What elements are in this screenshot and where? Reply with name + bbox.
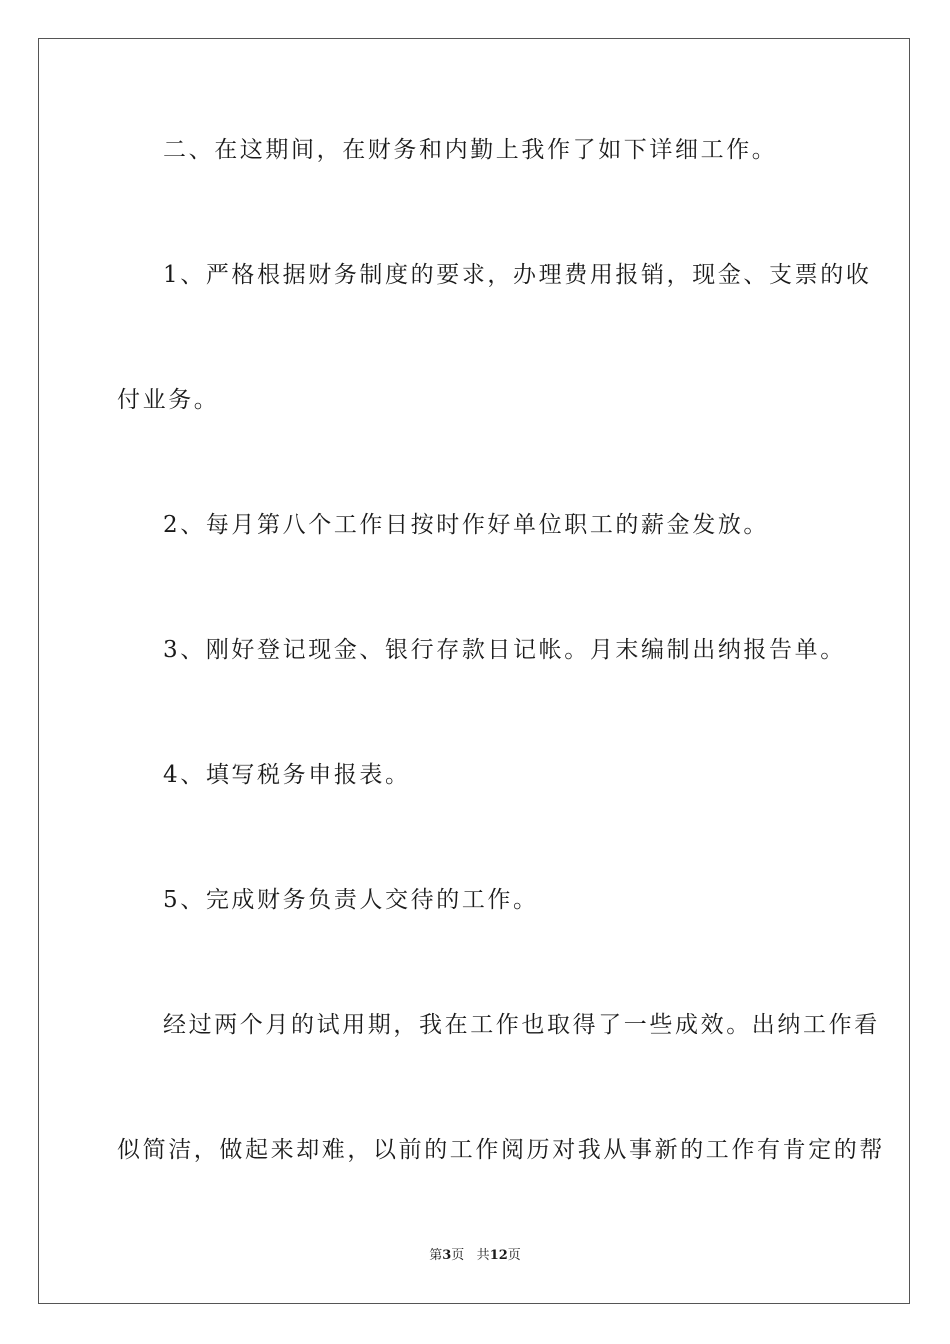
paragraph-line-2: 似简洁，做起来却难，以前的工作阅历对我从事新的工作有肯定的帮 bbox=[117, 1137, 885, 1163]
total-label-suffix: 页 bbox=[507, 1248, 521, 1263]
page-number: 3 bbox=[442, 1248, 452, 1263]
list-item-2: 2、每月第八个工作日按时作好单位职工的薪金发放。 bbox=[163, 512, 770, 538]
paragraph-line-1: 经过两个月的试用期，我在工作也取得了一些成效。出纳工作看 bbox=[163, 1012, 880, 1038]
page-border bbox=[38, 38, 910, 1304]
section-heading-line: 二、在这期间，在财务和内勤上我作了如下详细工作。 bbox=[163, 137, 778, 163]
page-label-prefix: 第 bbox=[429, 1248, 443, 1263]
page-footer bbox=[0, 1247, 950, 1265]
list-item-4: 4、填写税务申报表。 bbox=[163, 762, 411, 788]
page-label-suffix: 页 bbox=[451, 1248, 465, 1263]
total-pages: 12 bbox=[489, 1248, 508, 1263]
total-label-prefix: 共 bbox=[476, 1248, 490, 1263]
list-item-1-line-2: 付业务。 bbox=[117, 387, 220, 413]
list-item-1-line-1: 1、严格根据财务制度的要求，办理费用报销，现金、支票的收 bbox=[163, 262, 872, 288]
list-item-5: 5、完成财务负责人交待的工作。 bbox=[163, 887, 539, 913]
list-item-3: 3、刚好登记现金、银行存款日记帐。月末编制出纳报告单。 bbox=[163, 637, 846, 663]
